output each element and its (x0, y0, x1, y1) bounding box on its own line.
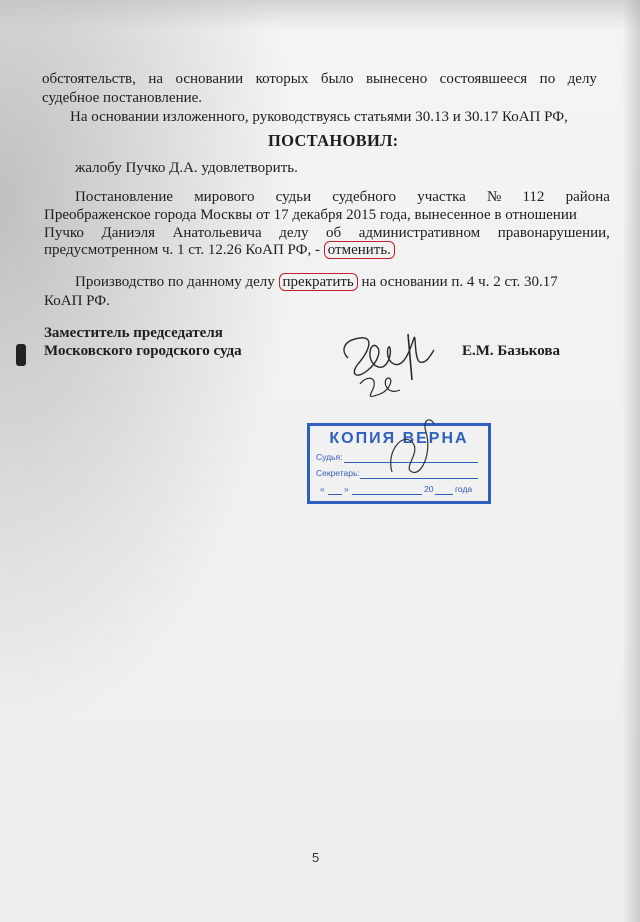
stamp-title: КОПИЯ ВЕРНА (329, 430, 469, 447)
stamp-year-prefix: 20 (424, 484, 434, 494)
word: обстоятельств, (42, 71, 136, 87)
resolution-2-line-1 (75, 188, 610, 206)
word: мирового (194, 189, 255, 205)
word: на (148, 71, 163, 87)
word: по (539, 71, 556, 87)
word: участка (417, 189, 466, 205)
word: района (565, 189, 610, 205)
resolution-2-line-4-text: предусмотренном ч. 1 ст. 12.26 КоАП РФ, - (44, 242, 324, 258)
stamp-secretary-label: Секретарь: (316, 468, 360, 478)
word: вынесено (365, 71, 428, 87)
signatory-title-line-1: Заместитель председателя (44, 325, 223, 341)
scan-shadow-top (0, 0, 640, 30)
signatory-title-line-2: Московского городского суда (44, 343, 242, 359)
resolution-2-line-4 (44, 241, 395, 259)
stamp-day-line (328, 494, 342, 495)
resolution-3-suffix: на основании п. 4 ч. 2 ст. 30.17 (357, 274, 558, 290)
paragraph-1-line-2: судебное постановление. (42, 90, 203, 106)
word: судьи (275, 189, 312, 205)
scan-shadow-right (622, 0, 640, 922)
signatory-name: Е.М. Базькова (462, 343, 560, 359)
word: 112 (522, 189, 545, 205)
word: Анатольевича (172, 225, 262, 241)
word: делу (567, 71, 597, 87)
resolution-3-line-1 (75, 273, 558, 291)
paragraph-1-line-1 (42, 70, 597, 88)
copy-verified-stamp (307, 423, 491, 504)
handwritten-signature (330, 320, 450, 420)
word: Даниэля (101, 225, 155, 241)
word: было (320, 71, 354, 87)
word: судебного (332, 189, 397, 205)
resolution-3-line-2: КоАП РФ. (44, 293, 110, 309)
word: состоявшееся (439, 71, 528, 87)
word: основании (175, 71, 244, 87)
resolution-3-prefix: Производство по данному делу (75, 274, 279, 290)
resolution-2-line-3 (44, 224, 610, 242)
stamp-signature (382, 412, 442, 492)
word: Постановление (75, 189, 174, 205)
word: правонарушении, (497, 225, 610, 241)
word: об (326, 225, 342, 241)
word: делу (279, 225, 309, 241)
stamp-date-close: » (344, 484, 349, 494)
word: которых (255, 71, 309, 87)
stamp-year-line (435, 494, 453, 495)
stamp-date-open: « (320, 484, 325, 494)
word: № (487, 189, 502, 205)
word: Пучко (44, 225, 84, 241)
resolution-2-line-2: Преображенское города Москвы от 17 декабря 2015 года, вынесенное в отношении (44, 207, 577, 223)
highlight-cancel: отменить. (324, 241, 395, 259)
stamp-judge-label: Судья: (316, 452, 343, 462)
paragraph-2: На основании изложенного, руководствуясь статьями 30.13 и 30.17 КоАП РФ, (70, 109, 568, 125)
binder-hole-mark (16, 344, 26, 366)
word: административном (358, 225, 481, 241)
decision-heading: ПОСТАНОВИЛ: (268, 131, 399, 150)
highlight-terminate: прекратить (279, 273, 358, 291)
page-number: 5 (312, 850, 320, 865)
stamp-month-line (352, 494, 422, 495)
stamp-year-suffix: года (455, 484, 473, 494)
resolution-1: жалобу Пучко Д.А. удовлетворить. (75, 160, 298, 176)
